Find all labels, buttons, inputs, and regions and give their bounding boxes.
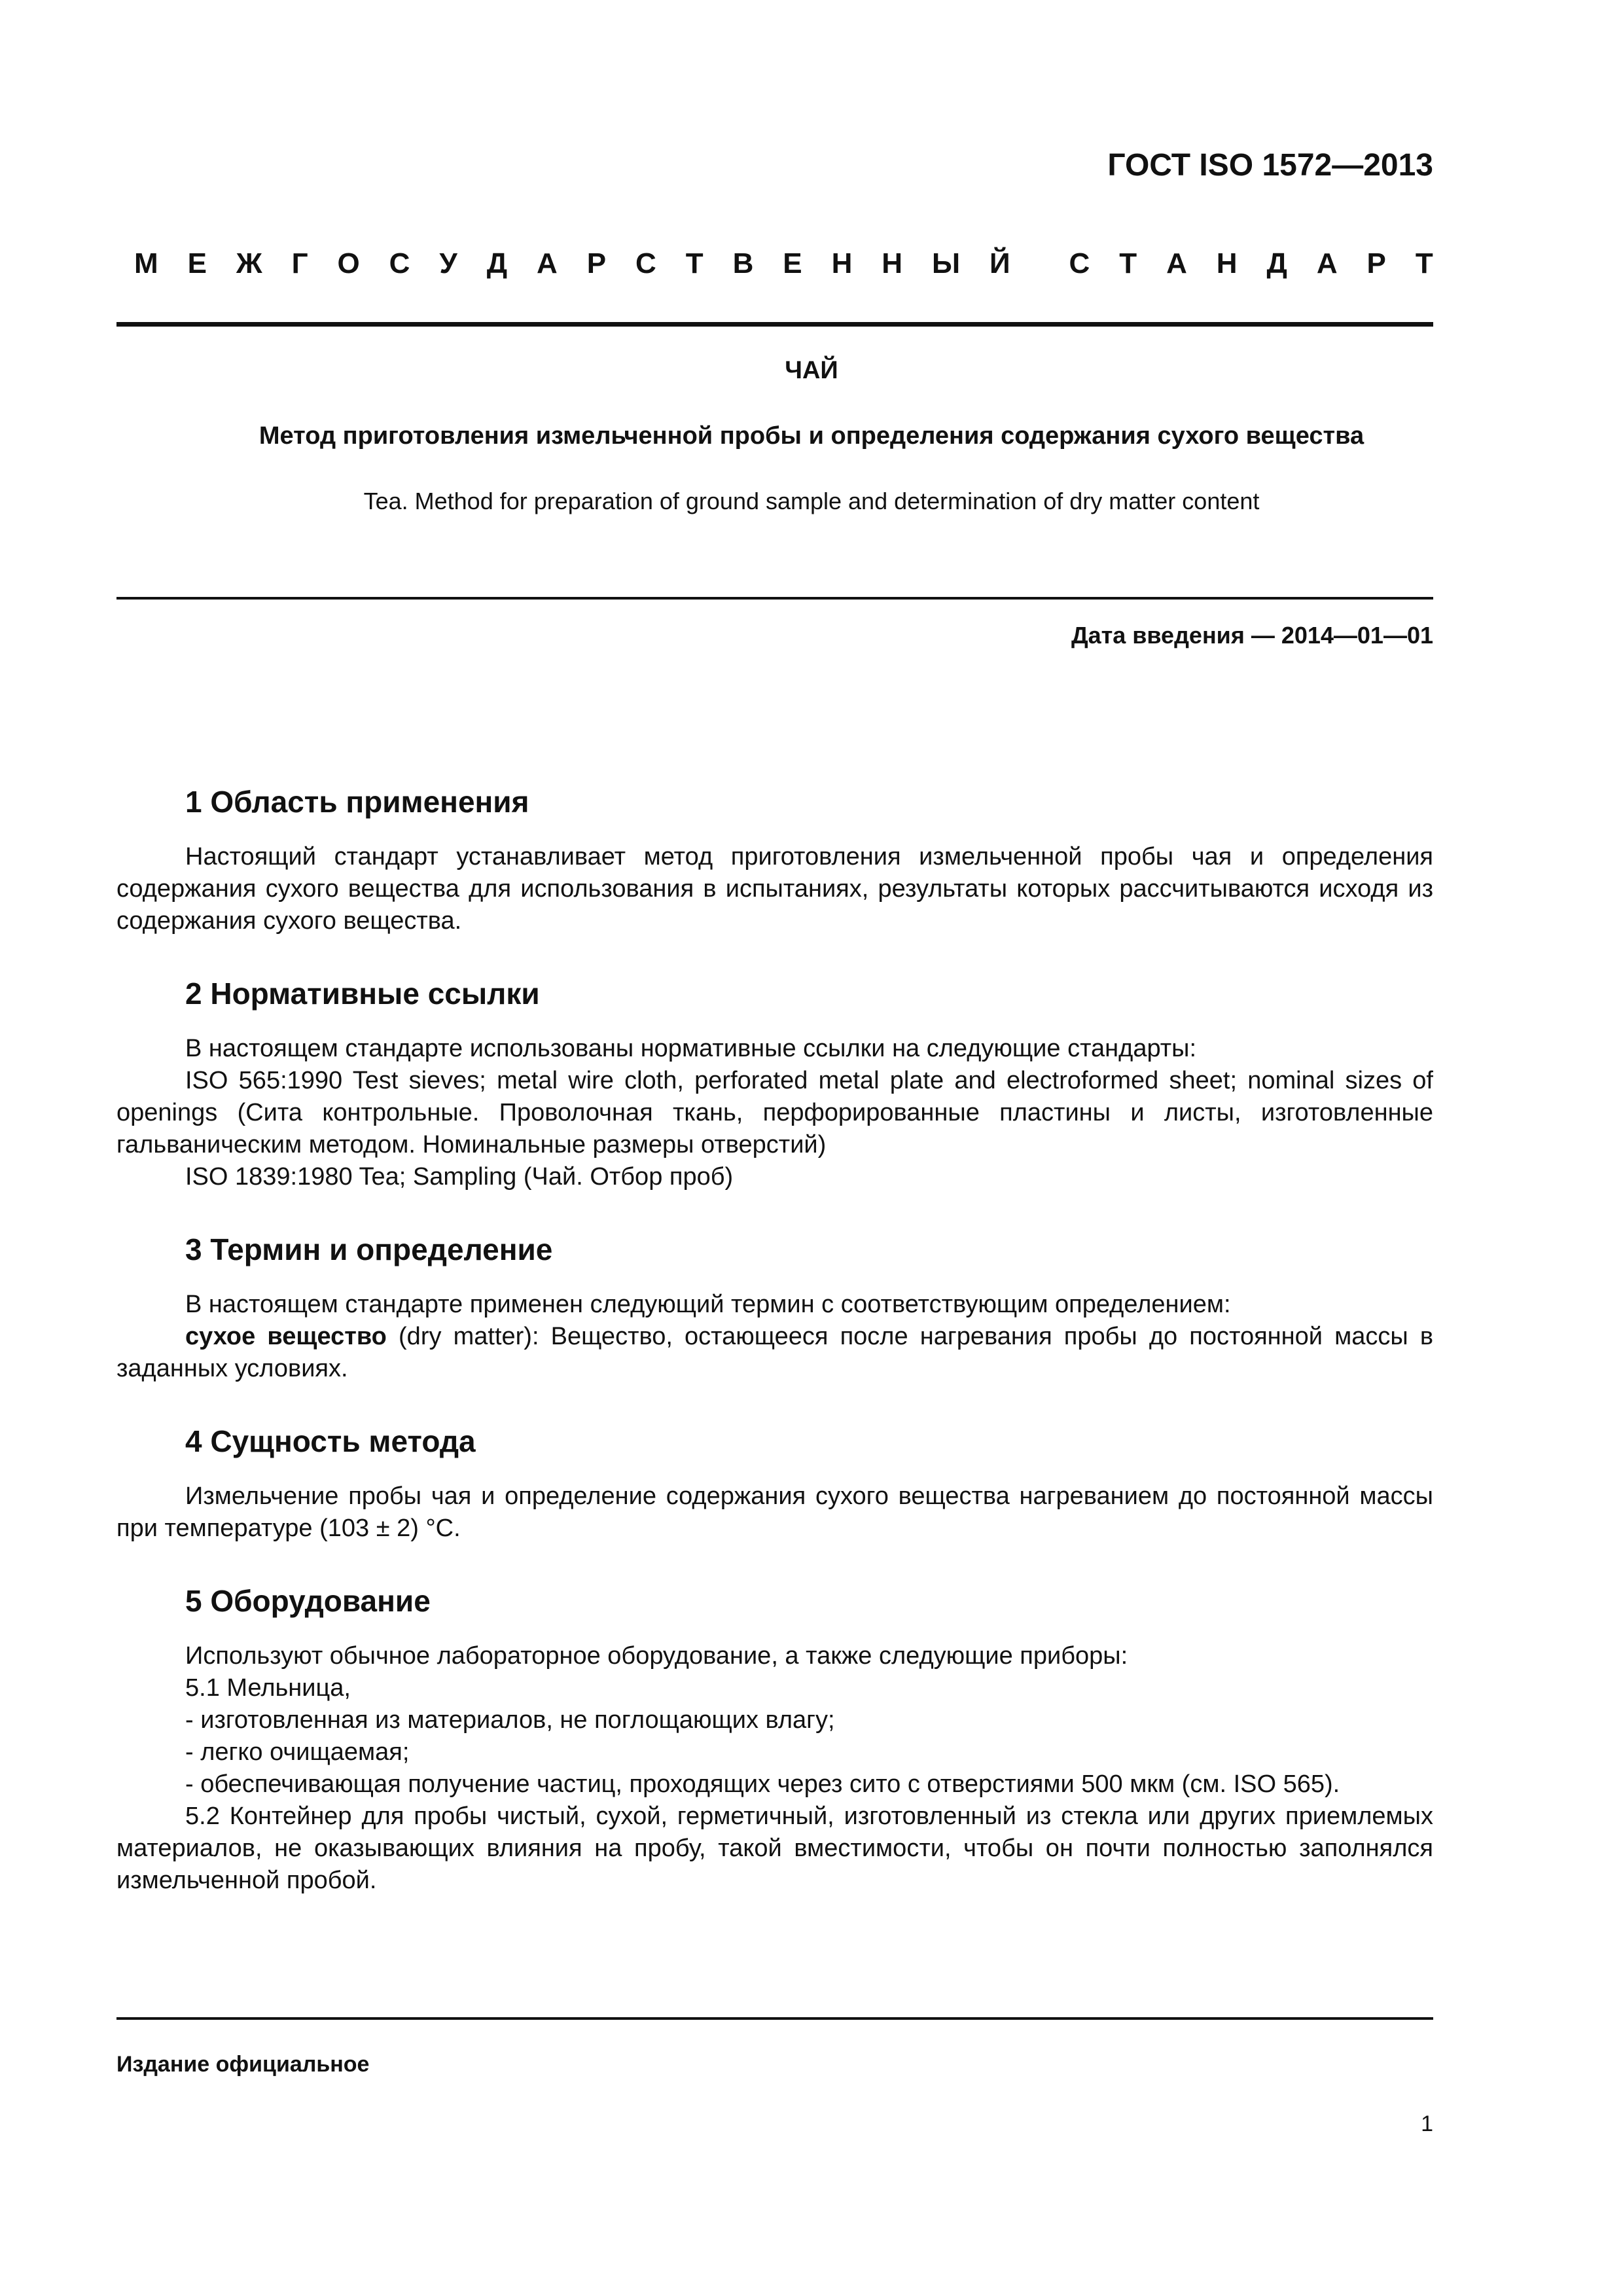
definition: (dry matter): Вещество, остающееся после нагревания пробы до постоянной массы в заданных условиях. <box>116 1323 1434 1382</box>
paragraph: ISO 1839:1980 Tea; Sampling (Чай. Отбор проб) <box>185 1163 734 1191</box>
section-terms <box>116 1230 1433 1385</box>
kind-letter: Р <box>1366 247 1386 279</box>
kind-letter: С <box>389 247 410 279</box>
section-heading: 5 Оборудование <box>185 1584 431 1618</box>
kind-letter: Е <box>187 247 207 279</box>
section-heading: 1 Область применения <box>185 785 529 819</box>
document-subtitle: Метод приготовления измельченной пробы и определения содержания сухого вещества <box>259 422 1364 450</box>
document-title: ЧАЙ <box>785 357 838 384</box>
page-number: 1 <box>1421 2111 1433 2136</box>
section-heading: 4 Сущность метода <box>185 1424 476 1458</box>
paragraph: В настоящем стандарте применен следующий термин с соответствующим определением: <box>185 1291 1231 1318</box>
kind-letter: А <box>537 247 558 279</box>
standard-kind-heading <box>134 247 1433 280</box>
document-body <box>116 782 1433 1897</box>
kind-letter: Т <box>1415 247 1433 279</box>
document-title-english: Tea. Method for preparation of ground sample and determination of dry matter content <box>363 488 1260 514</box>
kind-letter: Р <box>586 247 607 279</box>
list-item: - легко очищаемая; <box>185 1738 410 1766</box>
list-item: - изготовленная из материалов, не поглощающих влагу; <box>185 1706 835 1734</box>
paragraph: 5.1 Мельница, <box>185 1674 351 1702</box>
edition-label: Издание официальное <box>116 2052 370 2077</box>
section-normative-references <box>116 974 1433 1193</box>
paragraph: Измельчение пробы чая и определение содержания сухого вещества нагреванием до постоянной массы при температуре (103 ± 2) °С. <box>116 1482 1433 1542</box>
term: сухое вещество <box>185 1323 387 1350</box>
kind-letter: А <box>1316 247 1338 279</box>
kind-letter: Т <box>685 247 704 279</box>
kind-letter: Й <box>990 247 1010 279</box>
section-equipment <box>116 1581 1433 1897</box>
kind-letter: Н <box>1216 247 1238 279</box>
section-method-essence <box>116 1422 1433 1545</box>
kind-letter: Д <box>1266 247 1287 279</box>
kind-letter: Д <box>486 247 508 279</box>
paragraph: Настоящий стандарт устанавливает метод приготовления измельченной пробы чая и определения содержания сухого вещества для использования в испытаниях, результаты которых рассчитываются исходя из содержания сухого вещества. <box>116 843 1433 935</box>
paragraph: Используют обычное лабораторное оборудование, а также следующие приборы: <box>185 1642 1128 1670</box>
kind-letter: У <box>439 247 457 279</box>
kind-letter: Т <box>1119 247 1137 279</box>
kind-letter: Н <box>882 247 903 279</box>
standard-number: ГОСТ ISO 1572—2013 <box>1107 148 1433 183</box>
section-heading: 3 Термин и определение <box>185 1232 553 1266</box>
kind-letter: С <box>635 247 656 279</box>
header-divider <box>116 322 1433 327</box>
kind-letter: М <box>134 247 158 279</box>
list-item: - обеспечивающая получение частиц, проходящих через сито с отверстиями 500 мкм (см. ISO 565). <box>185 1770 1340 1798</box>
kind-letter: С <box>1069 247 1090 279</box>
kind-letter: В <box>732 247 754 279</box>
term-definition <box>116 1321 1433 1385</box>
kind-letter: А <box>1166 247 1187 279</box>
footer-divider <box>116 2017 1433 2020</box>
paragraph: 5.2 Контейнер для пробы чистый, сухой, герметичный, изготовленный из стекла или других приемлемых материалов, не оказывающих влияния на пробу, такой вместимости, чтобы он почти полностью заполнялся измельченной пробой. <box>116 1803 1433 1894</box>
section-heading: 2 Нормативные ссылки <box>185 977 540 1011</box>
section-scope <box>116 782 1433 937</box>
paragraph: ISO 565:1990 Test sieves; metal wire cloth, perforated metal plate and electroformed sheet; nominal sizes of openings (Сита контрольные. Проволочная ткань, перфорированные пластины и листы, изготовленные гальваническим методом. Номинальные размеры отверстий) <box>116 1067 1433 1158</box>
introduction-date: Дата введения — 2014—01—01 <box>1071 622 1433 649</box>
kind-letter: О <box>337 247 360 279</box>
paragraph: В настоящем стандарте использованы нормативные ссылки на следующие стандарты: <box>185 1035 1197 1062</box>
kind-letter: Г <box>291 247 308 279</box>
title-divider <box>116 597 1433 600</box>
kind-letter: Н <box>831 247 853 279</box>
kind-letter: Ж <box>236 247 262 279</box>
kind-letter: Е <box>783 247 802 279</box>
kind-letter: Ы <box>932 247 961 279</box>
